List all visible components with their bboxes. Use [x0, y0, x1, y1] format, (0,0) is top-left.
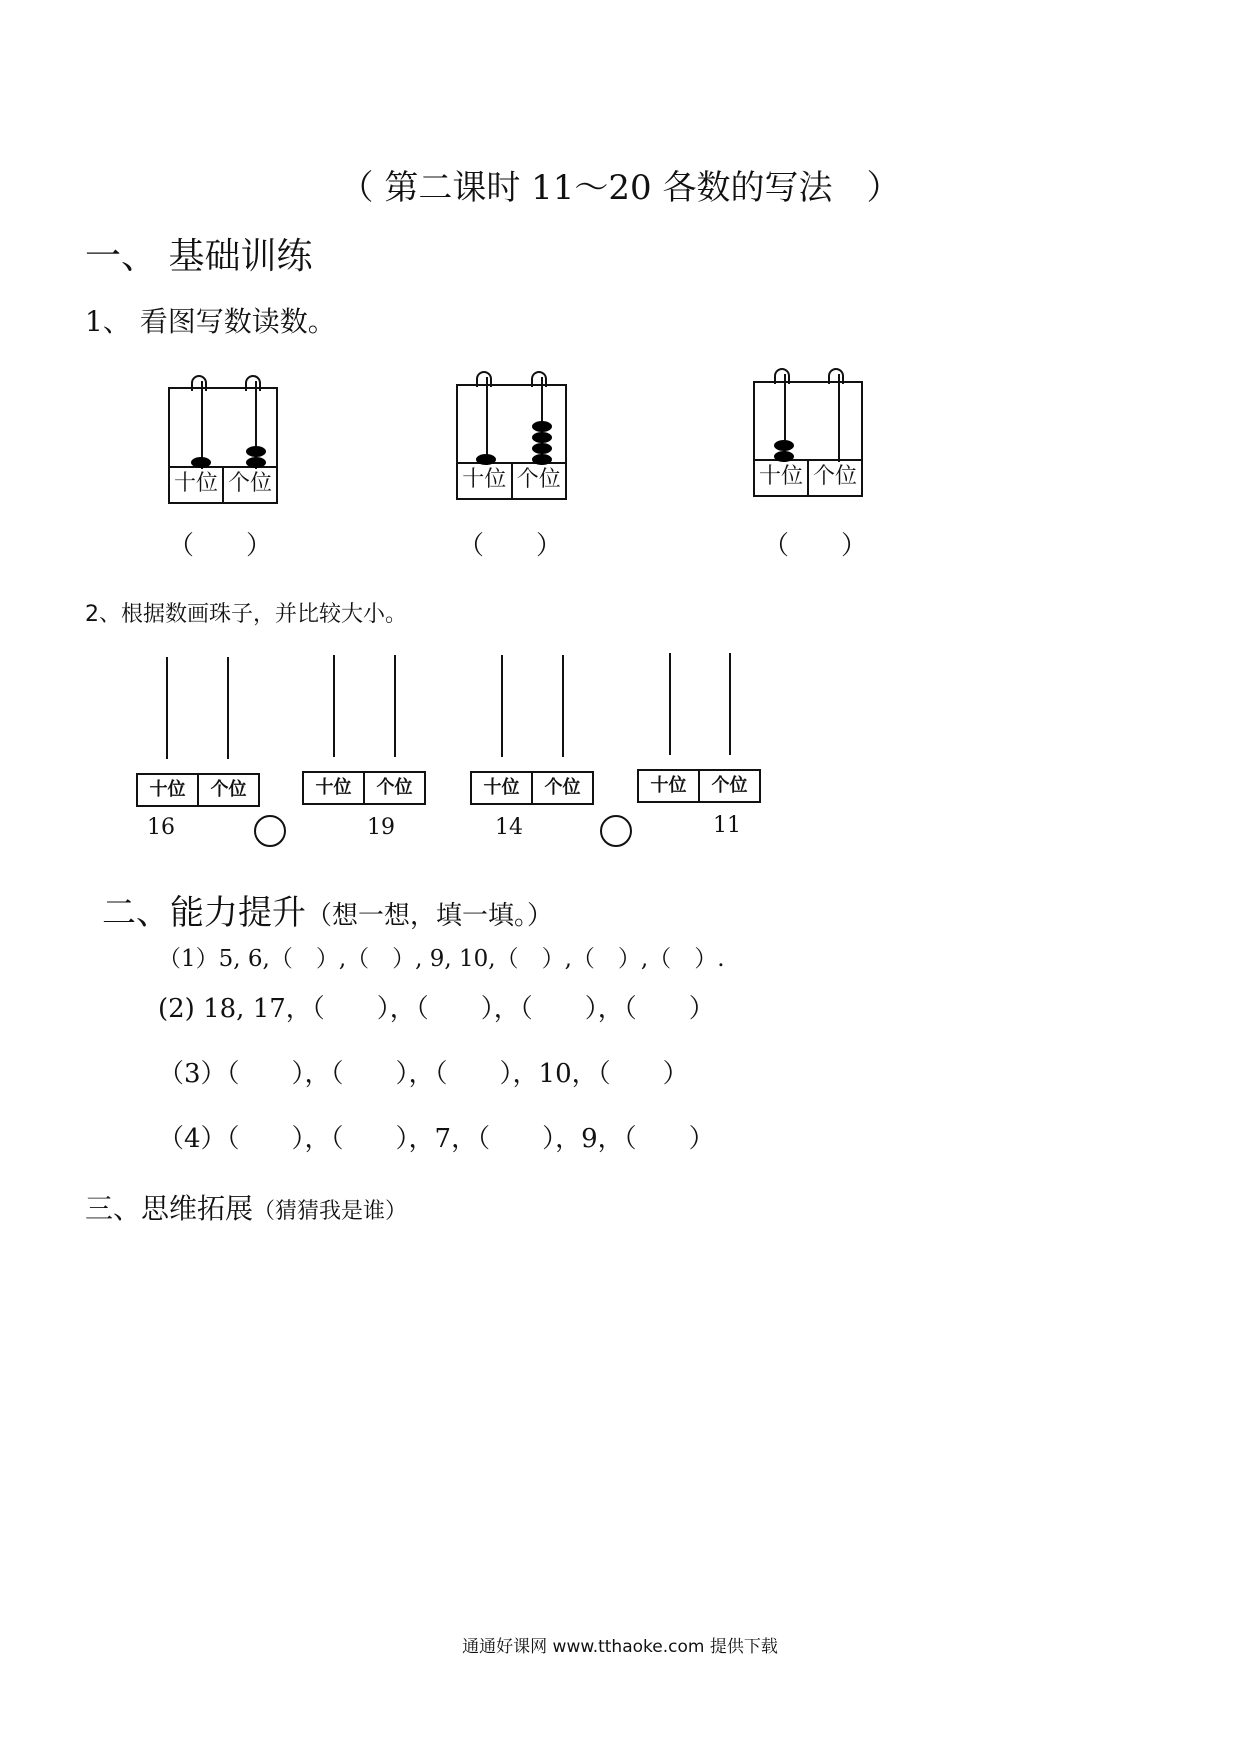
- sequence-item-4[interactable]: （4）（ ），（ ），7，（ ），9，（ ）: [158, 1124, 715, 1154]
- ones-label: 个位: [227, 471, 272, 496]
- ones-rod: [729, 653, 731, 755]
- tens-rod: [201, 381, 203, 469]
- ones-rod: [838, 374, 840, 462]
- abacus-place-labels: [302, 771, 426, 805]
- section3-heading: [85, 1187, 407, 1227]
- tens-rod: [501, 655, 503, 757]
- abacus-place-labels: [470, 771, 594, 805]
- compare-number-4: 11: [713, 813, 741, 838]
- section2-title: 二、能力提升: [102, 893, 306, 933]
- ones-label: 个位: [711, 775, 748, 796]
- bead: [532, 443, 552, 454]
- ones-label: 个位: [516, 467, 561, 492]
- compare-number-3: 14: [495, 815, 523, 840]
- footer-source: 通通好课网 www.tthaoke.com 提供下载: [462, 1637, 778, 1657]
- tens-label: 十位: [138, 775, 199, 805]
- tens-label: 十位: [755, 461, 809, 495]
- ones-rod: [562, 655, 564, 757]
- answer-blank-3[interactable]: （ ）: [763, 531, 868, 561]
- bead: [774, 451, 794, 462]
- ones-label: 个位: [376, 777, 413, 798]
- answer-blank-2[interactable]: （ ）: [458, 531, 563, 561]
- bead: [191, 457, 211, 468]
- sequence-item-2[interactable]: (2) 18, 17，（ ），（ ），（ ），（ ）: [158, 994, 715, 1024]
- question1-label: 1、 看图写数读数。: [85, 305, 336, 338]
- section3-title: 三、思维拓展: [85, 1192, 254, 1225]
- sequence-item-1[interactable]: （1）5, 6,（ ）,（ ）, 9, 10,（ ）,（ ）,（ ）.: [158, 946, 725, 972]
- compare-number-1: 16: [147, 815, 175, 840]
- empty-abacus-4[interactable]: [637, 653, 761, 803]
- tens-label: 十位: [304, 773, 365, 803]
- worksheet-title: （ 第二课时 11～20 各数的写法 ）: [339, 168, 901, 208]
- abacus-3: [753, 381, 863, 497]
- answer-blank-1[interactable]: （ ）: [168, 531, 273, 561]
- abacus-place-labels: [170, 466, 276, 502]
- section2-note: （想一想，填一填。）: [306, 901, 554, 931]
- abacus-place-labels: [458, 462, 565, 498]
- bead: [532, 421, 552, 432]
- ones-label: 个位: [812, 464, 857, 489]
- bead: [246, 457, 266, 468]
- tens-label: 十位: [458, 464, 513, 498]
- tens-label: 十位: [639, 771, 700, 801]
- ones-label: 个位: [210, 779, 247, 800]
- tens-rod: [669, 653, 671, 755]
- bead: [774, 440, 794, 451]
- tens-label: 十位: [472, 773, 533, 803]
- empty-abacus-2[interactable]: [302, 655, 426, 805]
- empty-abacus-3[interactable]: [470, 655, 594, 805]
- bead: [476, 454, 496, 465]
- tens-rod: [486, 377, 488, 465]
- abacus-2: [456, 384, 567, 500]
- tens-rod: [166, 657, 168, 759]
- abacus-place-labels: [755, 459, 861, 495]
- bead: [532, 432, 552, 443]
- tens-label: 十位: [170, 468, 224, 502]
- ones-rod: [227, 657, 229, 759]
- tens-rod: [333, 655, 335, 757]
- question2-label: 2、根据数画珠子，并比较大小。: [85, 602, 407, 627]
- abacus-place-labels: [637, 769, 761, 803]
- ones-rod: [394, 655, 396, 757]
- empty-abacus-1[interactable]: [136, 657, 260, 807]
- compare-number-2: 19: [367, 815, 395, 840]
- sequence-item-3[interactable]: （3）（ ），（ ），（ ），10，（ ）: [158, 1059, 689, 1089]
- section2-heading: [102, 885, 553, 934]
- bead: [532, 454, 552, 465]
- abacus-place-labels: [136, 773, 260, 807]
- ones-label: 个位: [544, 777, 581, 798]
- compare-circle-1[interactable]: [254, 815, 286, 847]
- section1-heading: 一、 基础训练: [85, 236, 313, 277]
- section3-note: （猜猜我是谁）: [253, 1199, 408, 1224]
- abacus-1: [168, 387, 278, 504]
- compare-circle-2[interactable]: [600, 815, 632, 847]
- bead: [246, 446, 266, 457]
